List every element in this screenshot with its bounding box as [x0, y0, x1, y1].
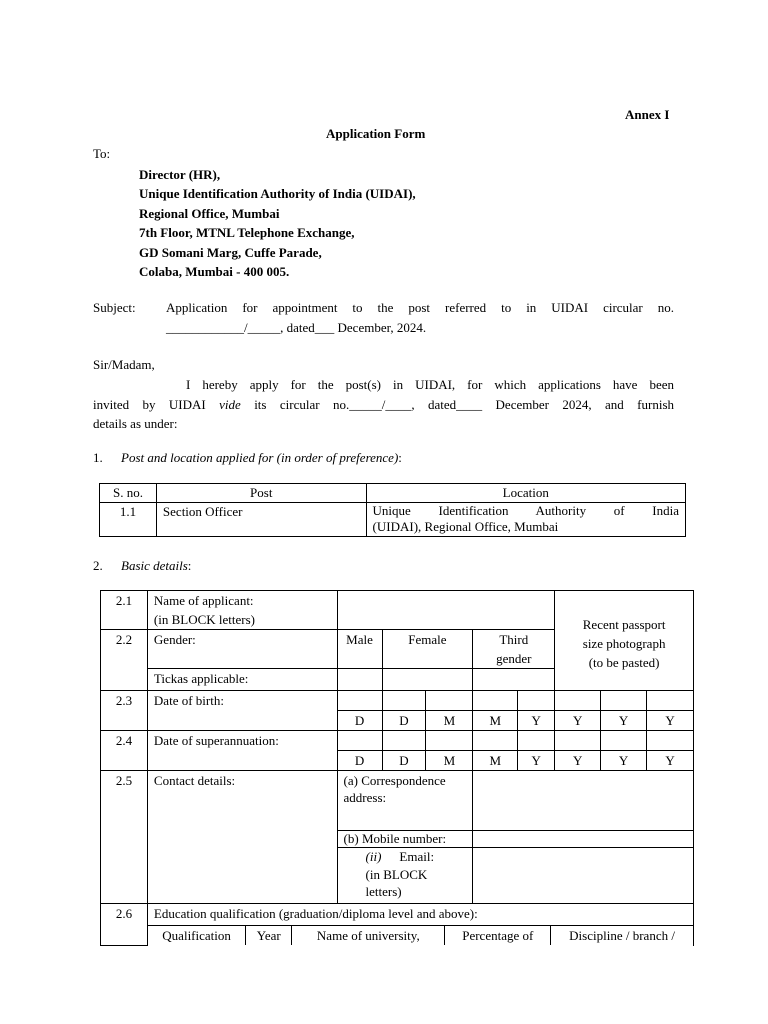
sup-box[interactable] — [647, 731, 694, 751]
basic-details-table — [100, 590, 694, 946]
sup-box[interactable] — [337, 731, 382, 751]
email-label — [337, 848, 473, 904]
education-subheader-cell — [147, 926, 693, 946]
row-2-4 — [101, 731, 694, 751]
dob-box[interactable] — [601, 691, 647, 711]
row-number: 2.6 — [101, 904, 148, 946]
applicant-name-label — [147, 591, 337, 630]
address-line: GD Somani Marg, Cuffe Parade, — [139, 244, 322, 260]
row-number: 2.3 — [101, 691, 148, 731]
address-line: Unique Identification Authority of India (UIDAI), — [139, 186, 416, 202]
row-2-5 — [101, 771, 694, 831]
dob-box[interactable] — [337, 691, 382, 711]
date-letter: Y — [555, 711, 601, 731]
address-line: 7th Floor, MTNL Telephone Exchange, — [139, 225, 355, 241]
location-line1: Unique Identification Authority of India — [372, 503, 679, 518]
email-field[interactable] — [473, 848, 694, 904]
sup-box[interactable] — [601, 731, 647, 751]
corr-line2: address: — [343, 790, 387, 805]
edu-col-percentage: Percentage of — [445, 926, 551, 945]
intro-line1: I hereby apply for the post(s) in UIDAI, for which applications have been — [186, 377, 674, 392]
address-line: Director (HR), — [139, 167, 221, 182]
section1-number: 1. — [93, 450, 103, 465]
date-letter: Y — [647, 751, 694, 771]
row-2-3 — [101, 691, 694, 711]
intro-line2 — [93, 397, 674, 413]
post-location-table — [99, 483, 686, 537]
name-label-line2: (in BLOCK letters) — [153, 612, 256, 627]
email-label-line1 — [366, 848, 467, 866]
date-letter: D — [382, 751, 426, 771]
email-roman: (ii) — [365, 849, 382, 864]
dob-label: Date of birth: — [147, 691, 337, 731]
row-location — [366, 503, 685, 537]
subject-line2: ____________/_____, dated___ December, 2024. — [166, 320, 427, 335]
row-number: 2.5 — [101, 771, 148, 904]
edu-col-university: Name of university, — [292, 926, 445, 945]
gender-third — [473, 630, 555, 669]
date-letter: D — [337, 711, 382, 731]
intro-vide: vide — [219, 397, 241, 412]
subject-line1: Application for appointment to the post referred to in UIDAI circular no. — [166, 300, 674, 315]
sup-box[interactable] — [518, 731, 555, 751]
section2-number: 2. — [93, 558, 103, 573]
mobile-field[interactable] — [473, 831, 694, 848]
tick-male-box[interactable] — [337, 669, 382, 691]
date-letter: M — [473, 711, 518, 731]
contact-label: Contact details: — [147, 771, 337, 904]
sup-box[interactable] — [473, 731, 518, 751]
gender-female: Female — [382, 630, 473, 669]
date-letter: M — [426, 751, 473, 771]
dob-box[interactable] — [382, 691, 426, 711]
tick-label: Tickas applicable: — [147, 669, 337, 691]
correspondence-label — [337, 771, 473, 831]
row-number: 2.2 — [101, 630, 148, 691]
education-subtable — [148, 926, 693, 945]
subject-label: Subject: — [93, 300, 136, 315]
row-sno: 1.1 — [100, 503, 157, 537]
email-label-line3: letters) — [365, 884, 402, 899]
sup-box[interactable] — [555, 731, 601, 751]
photo-line: (to be pasted) — [588, 655, 660, 670]
gender-label: Gender: — [147, 630, 337, 669]
row-number: 2.1 — [101, 591, 148, 630]
edu-col-discipline: Discipline / branch / — [551, 926, 693, 945]
section1-heading-text: Post and location applied for (in order of preference) — [121, 450, 399, 465]
salutation: Sir/Madam, — [93, 357, 155, 372]
date-letter: Y — [518, 751, 555, 771]
edu-col-qualification: Qualification — [148, 926, 246, 945]
section2-heading — [121, 558, 191, 574]
address-line: Regional Office, Mumbai — [139, 205, 280, 221]
tick-third-box[interactable] — [473, 669, 555, 691]
corr-line1: (a) Correspondence — [343, 773, 446, 788]
email-label-text: Email: — [399, 849, 435, 864]
header-post: Post — [156, 484, 366, 503]
section1-heading — [121, 450, 402, 466]
row-number: 2.4 — [101, 731, 148, 771]
photo-line: Recent passport — [582, 617, 666, 632]
mobile-label: (b) Mobile number: — [337, 831, 473, 848]
intro-text: invited by UIDAI — [93, 397, 220, 412]
location-line2: (UIDAI), Regional Office, Mumbai — [372, 519, 559, 534]
address-line: Colaba, Mumbai - 400 005. — [139, 264, 290, 280]
date-letter: M — [473, 751, 518, 771]
form-title: Application Form — [326, 126, 426, 141]
third-line2: gender — [496, 651, 532, 666]
dob-box[interactable] — [473, 691, 518, 711]
applicant-name-field[interactable] — [337, 591, 555, 630]
row-post: Section Officer — [156, 503, 366, 537]
header-location: Location — [366, 484, 685, 503]
gender-male: Male — [337, 630, 382, 669]
date-letter: Y — [601, 711, 647, 731]
date-letter: M — [426, 711, 473, 731]
sup-box[interactable] — [382, 731, 426, 751]
date-letter: Y — [518, 711, 555, 731]
annex-label: Annex I — [625, 107, 670, 122]
dob-box[interactable] — [555, 691, 601, 711]
dob-box[interactable] — [647, 691, 694, 711]
education-header-row — [148, 926, 693, 945]
date-letter: Y — [647, 711, 694, 731]
row-2-6-headers — [101, 926, 694, 946]
header-sno: S. no. — [100, 484, 157, 503]
superannuation-label: Date of superannuation: — [147, 731, 337, 771]
section2-colon: : — [187, 558, 192, 573]
dob-box[interactable] — [426, 691, 473, 711]
name-label-line1: Name of applicant: — [153, 593, 254, 608]
row-2-1 — [101, 591, 694, 630]
intro-text: its circular no._____/____, dated____ December 2024, and furnish — [240, 397, 674, 412]
section1-colon: : — [398, 450, 402, 465]
dob-box[interactable] — [518, 691, 555, 711]
to-label: To: — [93, 146, 111, 161]
table-header-row — [100, 484, 686, 503]
date-letter: D — [382, 711, 426, 731]
row-2-6 — [101, 904, 694, 926]
email-label-line2: (in BLOCK — [365, 866, 428, 882]
addressee-block — [139, 165, 416, 281]
date-letter: Y — [601, 751, 647, 771]
tick-female-box[interactable] — [382, 669, 473, 691]
table-row — [100, 503, 686, 537]
correspondence-address-field[interactable] — [473, 771, 694, 831]
date-letter: Y — [555, 751, 601, 771]
date-letter: D — [337, 751, 382, 771]
third-line1: Third — [499, 632, 529, 647]
intro-line3: details as under: — [93, 416, 178, 431]
sup-box[interactable] — [426, 731, 473, 751]
section2-heading-text: Basic details — [121, 558, 188, 573]
education-label: Education qualification (graduation/diploma level and above): — [147, 904, 693, 926]
photo-box — [555, 591, 694, 691]
photo-line: size photograph — [582, 636, 666, 651]
edu-col-year: Year — [246, 926, 292, 945]
